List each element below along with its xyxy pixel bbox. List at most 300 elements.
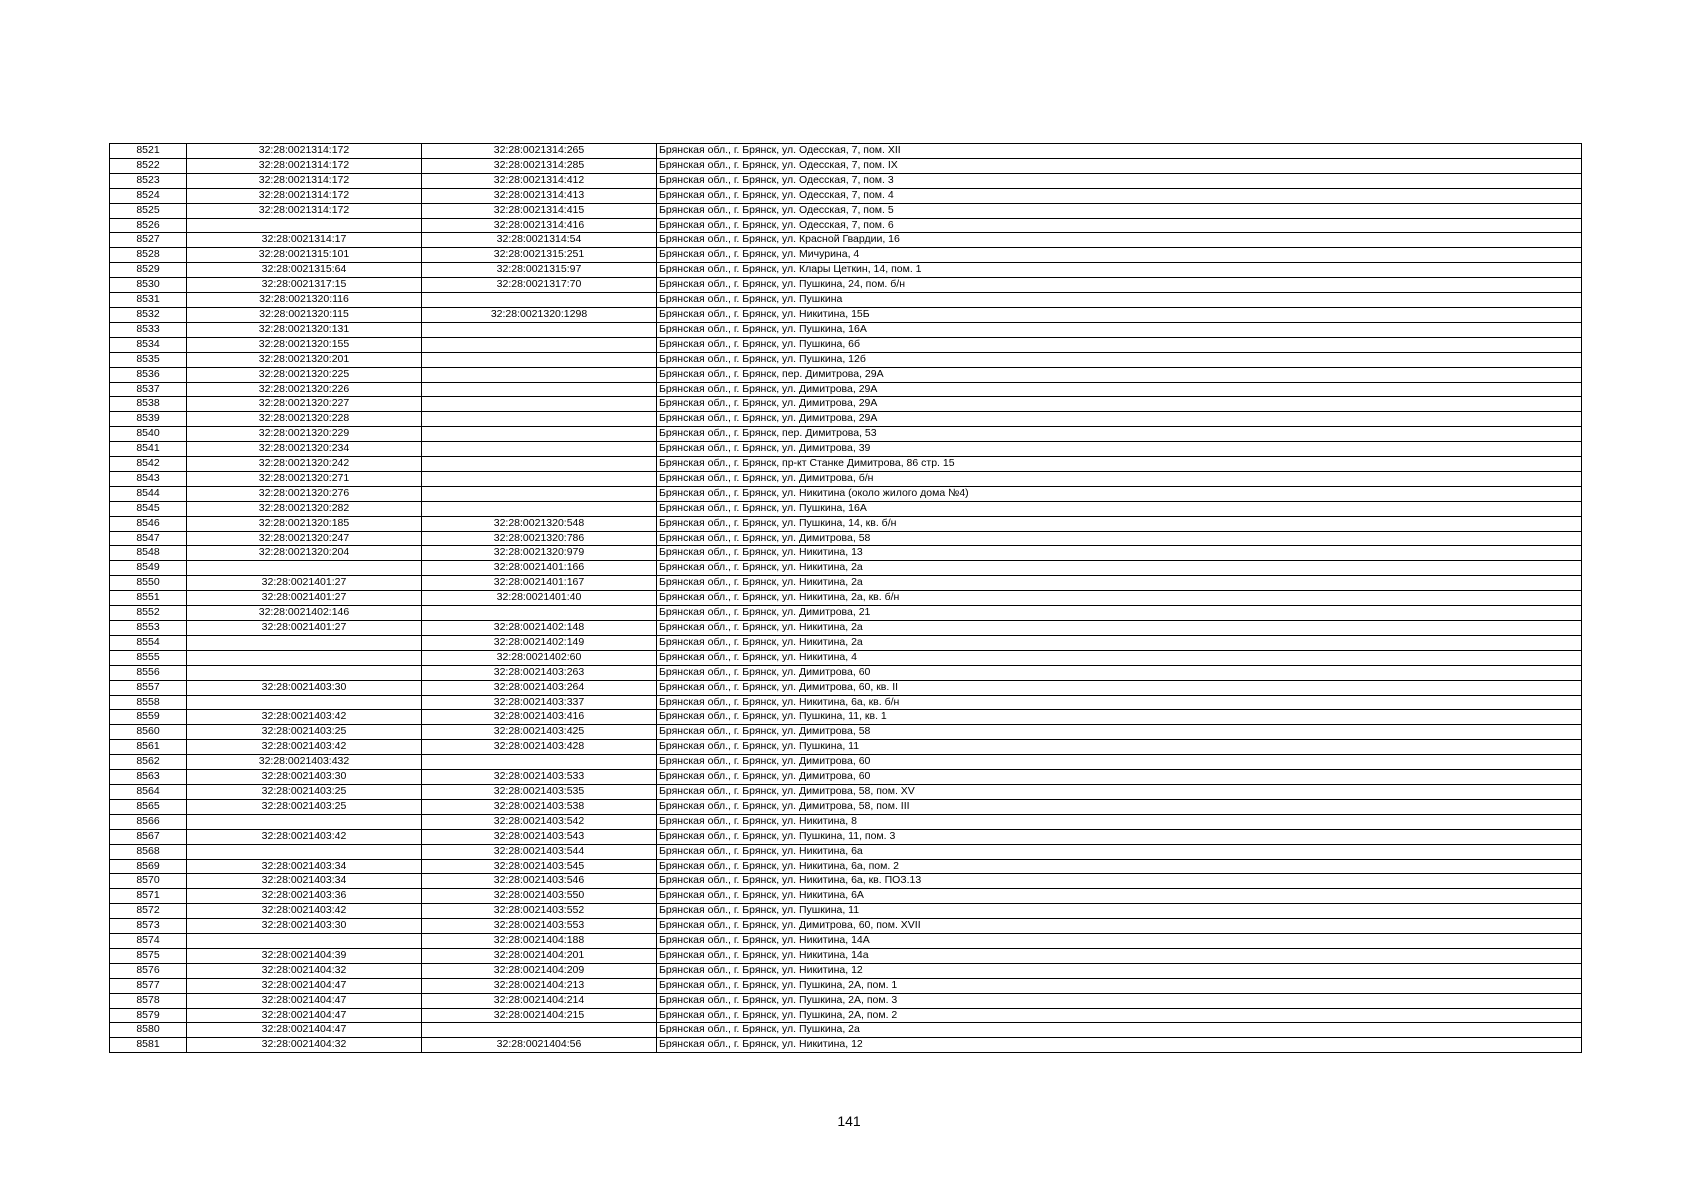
row-number-cell: 8539 (110, 412, 187, 427)
parcel-number-cell (187, 844, 422, 859)
row-number-cell: 8544 (110, 486, 187, 501)
address-cell: Брянская обл., г. Брянск, ул. Пушкина (657, 293, 1582, 308)
row-number-cell: 8564 (110, 784, 187, 799)
row-number-cell: 8553 (110, 621, 187, 636)
object-number-cell: 32:28:0021404:213 (422, 978, 657, 993)
address-cell: Брянская обл., г. Брянск, ул. Димитрова, 29А (657, 397, 1582, 412)
object-number-cell: 32:28:0021403:533 (422, 770, 657, 785)
row-number-cell: 8533 (110, 322, 187, 337)
address-cell: Брянская обл., г. Брянск, ул. Никитина (около жилого дома №4) (657, 486, 1582, 501)
parcel-number-cell: 32:28:0021314:172 (187, 173, 422, 188)
table-row (110, 144, 1582, 159)
parcel-number-cell: 32:28:0021403:42 (187, 740, 422, 755)
parcel-number-cell: 32:28:0021403:25 (187, 799, 422, 814)
parcel-number-cell (187, 814, 422, 829)
address-cell: Брянская обл., г. Брянск, ул. Никитина, 2а (657, 635, 1582, 650)
row-number-cell: 8575 (110, 948, 187, 963)
row-number-cell: 8526 (110, 218, 187, 233)
object-number-cell: 32:28:0021314:54 (422, 233, 657, 248)
address-cell: Брянская обл., г. Брянск, ул. Мичурина, 4 (657, 248, 1582, 263)
table-row (110, 799, 1582, 814)
table-row (110, 173, 1582, 188)
parcel-number-cell: 32:28:0021320:225 (187, 367, 422, 382)
object-number-cell: 32:28:0021403:545 (422, 859, 657, 874)
row-number-cell: 8541 (110, 442, 187, 457)
object-number-cell (422, 412, 657, 427)
address-cell: Брянская обл., г. Брянск, ул. Никитина, 14а (657, 948, 1582, 963)
parcel-number-cell: 32:28:0021317:15 (187, 278, 422, 293)
address-cell: Брянская обл., г. Брянск, ул. Пушкина, 2а (657, 1023, 1582, 1038)
row-number-cell: 8535 (110, 352, 187, 367)
object-number-cell: 32:28:0021403:546 (422, 874, 657, 889)
parcel-number-cell: 32:28:0021320:247 (187, 531, 422, 546)
object-number-cell: 32:28:0021403:425 (422, 725, 657, 740)
object-number-cell (422, 457, 657, 472)
address-cell: Брянская обл., г. Брянск, ул. Пушкина, 11, кв. 1 (657, 710, 1582, 725)
table-row (110, 755, 1582, 770)
object-number-cell (422, 471, 657, 486)
parcel-number-cell: 32:28:0021401:27 (187, 576, 422, 591)
row-number-cell: 8580 (110, 1023, 187, 1038)
object-number-cell: 32:28:0021403:553 (422, 919, 657, 934)
object-number-cell (422, 486, 657, 501)
table-row (110, 591, 1582, 606)
object-number-cell: 32:28:0021402:149 (422, 635, 657, 650)
address-cell: Брянская обл., г. Брянск, ул. Никитина, 12 (657, 1038, 1582, 1053)
row-number-cell: 8527 (110, 233, 187, 248)
object-number-cell: 32:28:0021403:542 (422, 814, 657, 829)
table-row (110, 278, 1582, 293)
parcel-number-cell: 32:28:0021404:47 (187, 978, 422, 993)
row-number-cell: 8562 (110, 755, 187, 770)
table-row (110, 1023, 1582, 1038)
object-number-cell (422, 755, 657, 770)
parcel-number-cell: 32:28:0021320:242 (187, 457, 422, 472)
parcel-number-cell: 32:28:0021320:201 (187, 352, 422, 367)
row-number-cell: 8536 (110, 367, 187, 382)
parcel-number-cell: 32:28:0021403:42 (187, 904, 422, 919)
row-number-cell: 8563 (110, 770, 187, 785)
row-number-cell: 8532 (110, 307, 187, 322)
parcel-number-cell: 32:28:0021403:34 (187, 859, 422, 874)
table-row (110, 919, 1582, 934)
table-row (110, 621, 1582, 636)
parcel-number-cell: 32:28:0021320:271 (187, 471, 422, 486)
table-row (110, 978, 1582, 993)
row-number-cell: 8556 (110, 665, 187, 680)
object-number-cell (422, 1023, 657, 1038)
parcel-number-cell: 32:28:0021320:276 (187, 486, 422, 501)
object-number-cell: 32:28:0021402:60 (422, 650, 657, 665)
object-number-cell: 32:28:0021314:415 (422, 203, 657, 218)
row-number-cell: 8551 (110, 591, 187, 606)
address-cell: Брянская обл., г. Брянск, ул. Пушкина, 2А, пом. 3 (657, 993, 1582, 1008)
table-row (110, 457, 1582, 472)
table-row (110, 665, 1582, 680)
table-row (110, 442, 1582, 457)
table-row (110, 293, 1582, 308)
table-row (110, 904, 1582, 919)
table-row (110, 963, 1582, 978)
object-number-cell: 32:28:0021315:97 (422, 263, 657, 278)
address-cell: Брянская обл., г. Брянск, ул. Одесская, 7, пом. XII (657, 144, 1582, 159)
parcel-number-cell: 32:28:0021320:229 (187, 427, 422, 442)
table-row (110, 382, 1582, 397)
parcel-number-cell: 32:28:0021320:234 (187, 442, 422, 457)
table-row (110, 710, 1582, 725)
table-row (110, 695, 1582, 710)
object-number-cell (422, 501, 657, 516)
parcel-number-cell: 32:28:0021320:228 (187, 412, 422, 427)
parcel-number-cell: 32:28:0021314:172 (187, 158, 422, 173)
address-cell: Брянская обл., г. Брянск, ул. Никитина, 2а, кв. б/н (657, 591, 1582, 606)
table-row (110, 531, 1582, 546)
parcel-number-cell: 32:28:0021314:172 (187, 144, 422, 159)
row-number-cell: 8542 (110, 457, 187, 472)
object-number-cell: 32:28:0021314:265 (422, 144, 657, 159)
parcel-number-cell: 32:28:0021401:27 (187, 591, 422, 606)
parcel-number-cell: 32:28:0021320:155 (187, 337, 422, 352)
object-number-cell: 32:28:0021315:251 (422, 248, 657, 263)
table-row (110, 218, 1582, 233)
object-number-cell: 32:28:0021320:979 (422, 546, 657, 561)
address-cell: Брянская обл., г. Брянск, ул. Димитрова, 60 (657, 755, 1582, 770)
parcel-number-cell: 32:28:0021320:227 (187, 397, 422, 412)
object-number-cell: 32:28:0021401:167 (422, 576, 657, 591)
address-cell: Брянская обл., г. Брянск, ул. Димитрова, 29А (657, 382, 1582, 397)
address-cell: Брянская обл., г. Брянск, ул. Пушкина, 6б (657, 337, 1582, 352)
address-cell: Брянская обл., г. Брянск, ул. Пушкина, 11 (657, 740, 1582, 755)
object-number-cell (422, 322, 657, 337)
address-cell: Брянская обл., г. Брянск, ул. Клары Цеткин, 14, пом. 1 (657, 263, 1582, 278)
parcel-number-cell: 32:28:0021320:204 (187, 546, 422, 561)
row-number-cell: 8550 (110, 576, 187, 591)
object-number-cell: 32:28:0021403:552 (422, 904, 657, 919)
row-number-cell: 8571 (110, 889, 187, 904)
table-row (110, 397, 1582, 412)
address-cell: Брянская обл., г. Брянск, ул. Димитрова, б/н (657, 471, 1582, 486)
table-row (110, 561, 1582, 576)
table-row (110, 352, 1582, 367)
row-number-cell: 8538 (110, 397, 187, 412)
row-number-cell: 8569 (110, 859, 187, 874)
table-row (110, 680, 1582, 695)
object-number-cell: 32:28:0021404:188 (422, 934, 657, 949)
object-number-cell: 32:28:0021401:40 (422, 591, 657, 606)
table-row (110, 934, 1582, 949)
table-row (110, 367, 1582, 382)
object-number-cell (422, 397, 657, 412)
address-cell: Брянская обл., г. Брянск, ул. Никитина, 8 (657, 814, 1582, 829)
table-row (110, 874, 1582, 889)
row-number-cell: 8557 (110, 680, 187, 695)
row-number-cell: 8567 (110, 829, 187, 844)
address-cell: Брянская обл., г. Брянск, ул. Одесская, 7, пом. 6 (657, 218, 1582, 233)
address-cell: Брянская обл., г. Брянск, ул. Димитрова, 60 (657, 770, 1582, 785)
parcel-number-cell (187, 635, 422, 650)
address-cell: Брянская обл., г. Брянск, ул. Одесская, 7, пом. 3 (657, 173, 1582, 188)
table-row (110, 546, 1582, 561)
object-number-cell: 32:28:0021404:56 (422, 1038, 657, 1053)
address-cell: Брянская обл., г. Брянск, ул. Никитина, 4 (657, 650, 1582, 665)
parcel-number-cell: 32:28:0021404:47 (187, 1023, 422, 1038)
address-cell: Брянская обл., г. Брянск, ул. Красной Гвардии, 16 (657, 233, 1582, 248)
parcel-number-cell: 32:28:0021401:27 (187, 621, 422, 636)
table-row (110, 158, 1582, 173)
address-cell: Брянская обл., г. Брянск, ул. Никитина, 6а, пом. 2 (657, 859, 1582, 874)
row-number-cell: 8566 (110, 814, 187, 829)
object-number-cell: 32:28:0021314:416 (422, 218, 657, 233)
address-cell: Брянская обл., г. Брянск, ул. Пушкина, 11 (657, 904, 1582, 919)
row-number-cell: 8537 (110, 382, 187, 397)
address-cell: Брянская обл., г. Брянск, ул. Никитина, 15Б (657, 307, 1582, 322)
row-number-cell: 8573 (110, 919, 187, 934)
row-number-cell: 8561 (110, 740, 187, 755)
object-number-cell (422, 293, 657, 308)
row-number-cell: 8529 (110, 263, 187, 278)
address-cell: Брянская обл., г. Брянск, ул. Одесская, 7, пом. 4 (657, 188, 1582, 203)
parcel-number-cell: 32:28:0021320:131 (187, 322, 422, 337)
address-cell: Брянская обл., г. Брянск, ул. Димитрова, 39 (657, 442, 1582, 457)
row-number-cell: 8570 (110, 874, 187, 889)
row-number-cell: 8565 (110, 799, 187, 814)
address-cell: Брянская обл., г. Брянск, пр-кт Станке Димитрова, 86 стр. 15 (657, 457, 1582, 472)
row-number-cell: 8540 (110, 427, 187, 442)
object-number-cell: 32:28:0021401:166 (422, 561, 657, 576)
address-cell: Брянская обл., г. Брянск, ул. Димитрова, 60, пом. XVII (657, 919, 1582, 934)
object-number-cell: 32:28:0021320:548 (422, 516, 657, 531)
address-cell: Брянская обл., г. Брянск, ул. Димитрова, 21 (657, 606, 1582, 621)
object-number-cell: 32:28:0021403:264 (422, 680, 657, 695)
row-number-cell: 8522 (110, 158, 187, 173)
parcel-number-cell: 32:28:0021402:146 (187, 606, 422, 621)
parcel-number-cell: 32:28:0021403:30 (187, 919, 422, 934)
object-number-cell (422, 352, 657, 367)
table-row (110, 829, 1582, 844)
row-number-cell: 8543 (110, 471, 187, 486)
object-number-cell (422, 337, 657, 352)
parcel-number-cell: 32:28:0021320:116 (187, 293, 422, 308)
table-row (110, 188, 1582, 203)
row-number-cell: 8581 (110, 1038, 187, 1053)
object-number-cell (422, 606, 657, 621)
row-number-cell: 8534 (110, 337, 187, 352)
table-row (110, 248, 1582, 263)
address-cell: Брянская обл., г. Брянск, ул. Никитина, 12 (657, 963, 1582, 978)
address-cell: Брянская обл., г. Брянск, ул. Никитина, 2а (657, 576, 1582, 591)
row-number-cell: 8568 (110, 844, 187, 859)
parcel-number-cell: 32:28:0021403:34 (187, 874, 422, 889)
table-row (110, 784, 1582, 799)
parcel-number-cell (187, 561, 422, 576)
table-row (110, 889, 1582, 904)
address-cell: Брянская обл., г. Брянск, ул. Пушкина, 12б (657, 352, 1582, 367)
address-cell: Брянская обл., г. Брянск, ул. Пушкина, 14, кв. б/н (657, 516, 1582, 531)
row-number-cell: 8572 (110, 904, 187, 919)
parcel-number-cell: 32:28:0021404:32 (187, 963, 422, 978)
row-number-cell: 8554 (110, 635, 187, 650)
row-number-cell: 8524 (110, 188, 187, 203)
parcel-number-cell: 32:28:0021320:185 (187, 516, 422, 531)
parcel-number-cell: 32:28:0021403:42 (187, 710, 422, 725)
parcel-number-cell: 32:28:0021314:172 (187, 203, 422, 218)
parcel-number-cell: 32:28:0021403:42 (187, 829, 422, 844)
address-cell: Брянская обл., г. Брянск, ул. Пушкина, 2А, пом. 1 (657, 978, 1582, 993)
object-number-cell: 32:28:0021403:543 (422, 829, 657, 844)
row-number-cell: 8530 (110, 278, 187, 293)
parcel-number-cell: 32:28:0021403:25 (187, 784, 422, 799)
row-number-cell: 8545 (110, 501, 187, 516)
address-cell: Брянская обл., г. Брянск, ул. Никитина, 14А (657, 934, 1582, 949)
table-row (110, 606, 1582, 621)
address-cell: Брянская обл., г. Брянск, ул. Пушкина, 16А (657, 501, 1582, 516)
object-number-cell (422, 367, 657, 382)
address-cell: Брянская обл., г. Брянск, ул. Димитрова, 60, кв. II (657, 680, 1582, 695)
row-number-cell: 8546 (110, 516, 187, 531)
parcel-number-cell: 32:28:0021403:36 (187, 889, 422, 904)
table-row (110, 1008, 1582, 1023)
object-number-cell: 32:28:0021320:1298 (422, 307, 657, 322)
row-number-cell: 8574 (110, 934, 187, 949)
row-number-cell: 8525 (110, 203, 187, 218)
parcel-number-cell: 32:28:0021404:47 (187, 993, 422, 1008)
table-row (110, 203, 1582, 218)
object-number-cell: 32:28:0021404:201 (422, 948, 657, 963)
address-cell: Брянская обл., г. Брянск, пер. Димитрова, 29А (657, 367, 1582, 382)
parcel-number-cell: 32:28:0021403:432 (187, 755, 422, 770)
parcel-number-cell: 32:28:0021315:64 (187, 263, 422, 278)
table-row (110, 635, 1582, 650)
address-cell: Брянская обл., г. Брянск, ул. Пушкина, 16А (657, 322, 1582, 337)
object-number-cell: 32:28:0021402:148 (422, 621, 657, 636)
table-row (110, 859, 1582, 874)
row-number-cell: 8560 (110, 725, 187, 740)
table-row (110, 233, 1582, 248)
parcel-number-cell: 32:28:0021320:115 (187, 307, 422, 322)
table-row (110, 412, 1582, 427)
object-number-cell (422, 382, 657, 397)
table-row (110, 486, 1582, 501)
parcel-number-cell: 32:28:0021403:30 (187, 770, 422, 785)
parcel-number-cell (187, 934, 422, 949)
parcel-number-cell: 32:28:0021315:101 (187, 248, 422, 263)
parcel-number-cell (187, 650, 422, 665)
address-cell: Брянская обл., г. Брянск, ул. Димитрова, 58 (657, 531, 1582, 546)
table-row (110, 501, 1582, 516)
row-number-cell: 8548 (110, 546, 187, 561)
object-number-cell (422, 427, 657, 442)
address-cell: Брянская обл., г. Брянск, ул. Димитрова, 58, пом. XV (657, 784, 1582, 799)
object-number-cell: 32:28:0021404:215 (422, 1008, 657, 1023)
parcel-number-cell (187, 665, 422, 680)
object-number-cell: 32:28:0021403:416 (422, 710, 657, 725)
address-cell: Брянская обл., г. Брянск, ул. Пушкина, 24, пом. б/н (657, 278, 1582, 293)
parcel-number-cell: 32:28:0021404:32 (187, 1038, 422, 1053)
table-row (110, 263, 1582, 278)
parcel-number-cell: 32:28:0021320:282 (187, 501, 422, 516)
row-number-cell: 8528 (110, 248, 187, 263)
page-number: 141 (837, 1113, 861, 1129)
object-number-cell: 32:28:0021314:412 (422, 173, 657, 188)
table-row (110, 650, 1582, 665)
table-row (110, 1038, 1582, 1053)
table-row (110, 337, 1582, 352)
object-number-cell: 32:28:0021403:535 (422, 784, 657, 799)
table-row (110, 576, 1582, 591)
object-number-cell: 32:28:0021404:214 (422, 993, 657, 1008)
table-row (110, 993, 1582, 1008)
object-number-cell: 32:28:0021314:285 (422, 158, 657, 173)
address-cell: Брянская обл., г. Брянск, ул. Димитрова, 58, пом. III (657, 799, 1582, 814)
object-number-cell: 32:28:0021403:263 (422, 665, 657, 680)
row-number-cell: 8555 (110, 650, 187, 665)
row-number-cell: 8576 (110, 963, 187, 978)
parcel-number-cell: 32:28:0021320:226 (187, 382, 422, 397)
address-cell: Брянская обл., г. Брянск, ул. Димитрова, 58 (657, 725, 1582, 740)
row-number-cell: 8523 (110, 173, 187, 188)
table-row (110, 740, 1582, 755)
table-body (110, 144, 1582, 1053)
object-number-cell: 32:28:0021317:70 (422, 278, 657, 293)
table-row (110, 307, 1582, 322)
parcel-number-cell: 32:28:0021314:17 (187, 233, 422, 248)
table-row (110, 948, 1582, 963)
cadastral-table (109, 143, 1582, 1053)
address-cell: Брянская обл., г. Брянск, ул. Одесская, 7, пом. IX (657, 158, 1582, 173)
parcel-number-cell: 32:28:0021403:30 (187, 680, 422, 695)
table-row (110, 516, 1582, 531)
table-row (110, 471, 1582, 486)
address-cell: Брянская обл., г. Брянск, ул. Никитина, 2а (657, 621, 1582, 636)
address-cell: Брянская обл., г. Брянск, пер. Димитрова, 53 (657, 427, 1582, 442)
parcel-number-cell: 32:28:0021314:172 (187, 188, 422, 203)
address-cell: Брянская обл., г. Брянск, ул. Одесская, 7, пом. 5 (657, 203, 1582, 218)
parcel-number-cell (187, 218, 422, 233)
table-row (110, 844, 1582, 859)
table-row (110, 814, 1582, 829)
address-cell: Брянская обл., г. Брянск, ул. Никитина, 6а, кв. ПОЗ.13 (657, 874, 1582, 889)
row-number-cell: 8558 (110, 695, 187, 710)
address-cell: Брянская обл., г. Брянск, ул. Димитрова, 60 (657, 665, 1582, 680)
row-number-cell: 8559 (110, 710, 187, 725)
object-number-cell: 32:28:0021403:550 (422, 889, 657, 904)
table-row (110, 322, 1582, 337)
address-cell: Брянская обл., г. Брянск, ул. Пушкина, 11, пом. 3 (657, 829, 1582, 844)
row-number-cell: 8578 (110, 993, 187, 1008)
object-number-cell (422, 442, 657, 457)
table-row (110, 725, 1582, 740)
table-row (110, 427, 1582, 442)
row-number-cell: 8521 (110, 144, 187, 159)
row-number-cell: 8552 (110, 606, 187, 621)
row-number-cell: 8577 (110, 978, 187, 993)
row-number-cell: 8549 (110, 561, 187, 576)
address-cell: Брянская обл., г. Брянск, ул. Пушкина, 2А, пом. 2 (657, 1008, 1582, 1023)
row-number-cell: 8547 (110, 531, 187, 546)
object-number-cell: 32:28:0021404:209 (422, 963, 657, 978)
parcel-number-cell: 32:28:0021403:25 (187, 725, 422, 740)
row-number-cell: 8531 (110, 293, 187, 308)
address-cell: Брянская обл., г. Брянск, ул. Димитрова, 29А (657, 412, 1582, 427)
address-cell: Брянская обл., г. Брянск, ул. Никитина, 2а (657, 561, 1582, 576)
object-number-cell: 32:28:0021403:544 (422, 844, 657, 859)
parcel-number-cell: 32:28:0021404:47 (187, 1008, 422, 1023)
object-number-cell: 32:28:0021403:428 (422, 740, 657, 755)
object-number-cell: 32:28:0021403:337 (422, 695, 657, 710)
object-number-cell: 32:28:0021403:538 (422, 799, 657, 814)
address-cell: Брянская обл., г. Брянск, ул. Никитина, 6а (657, 844, 1582, 859)
object-number-cell: 32:28:0021314:413 (422, 188, 657, 203)
